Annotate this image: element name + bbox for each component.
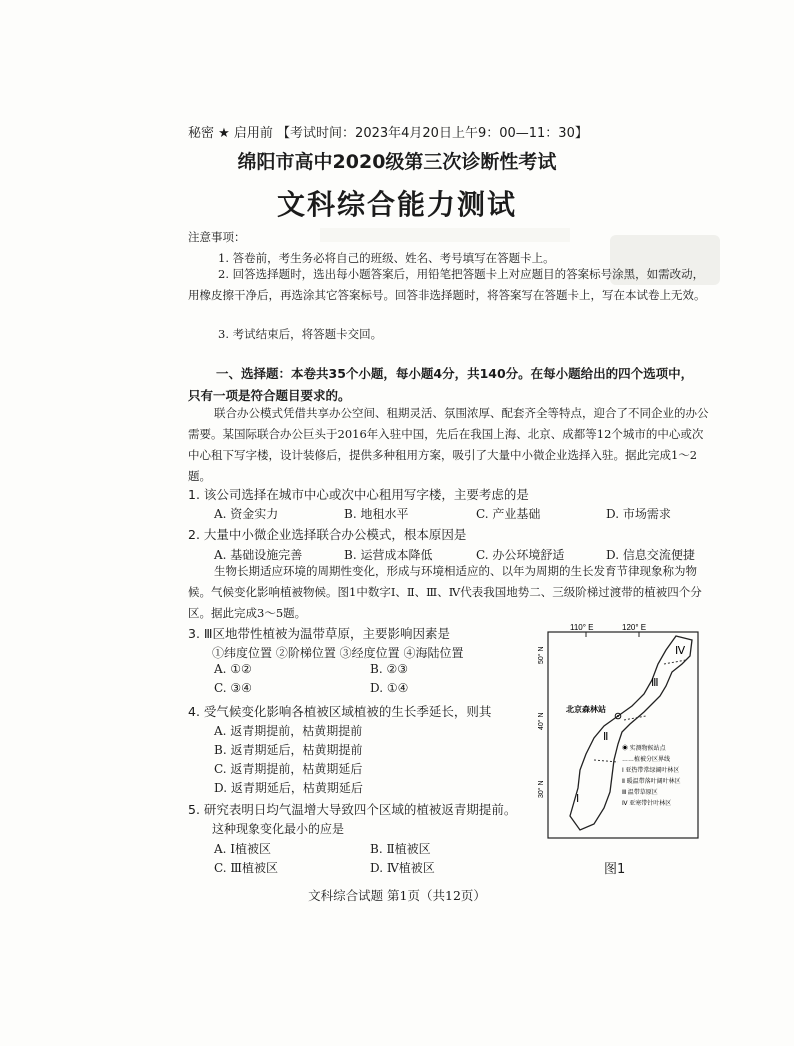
notice-item: 1. 答卷前，考生务必将自己的班级、姓名、考号填写在答题卡上。: [218, 251, 555, 265]
question-stem: 4. 受气候变化影响各植被区域植被的生长季延长，则其: [188, 704, 492, 719]
answer-option: B. Ⅱ植被区: [370, 842, 431, 856]
answer-option: B. 运营成本降低: [344, 548, 433, 562]
answer-option: D. 返青期延后，枯黄期延后: [214, 781, 363, 795]
legend-item: Ⅰ 亚热带常绿阔叶林区: [622, 768, 680, 774]
lon-label: 120° E: [622, 623, 647, 632]
vegetation-zone-map: [534, 620, 704, 850]
legend-item: Ⅳ 亚寒带针叶林区: [622, 801, 672, 807]
question-stem: 2. 大量中小微企业选择联合办公模式，根本原因是: [188, 527, 467, 542]
question-stem: 1. 该公司选择在城市中心或次中心租用写字楼，主要考虑的是: [188, 487, 529, 502]
factor-list: ①纬度位置 ②阶梯位置 ③经度位置 ④海陆位置: [212, 646, 464, 660]
legend-item: ……植被分区界线: [622, 757, 671, 763]
answer-option: B. 地租水平: [344, 507, 409, 521]
answer-option: D. Ⅳ植被区: [370, 861, 435, 875]
question-stem: 5. 研究表明日均气温增大导致四个区域的植被返青期提前。: [188, 802, 517, 817]
answer-option: A. 基础设施完善: [214, 548, 303, 562]
map-frame: [548, 632, 698, 838]
section-intro: 一、选择题：本卷共35个小题，每小题4分，共140分。在每小题给出的四个选项中，: [216, 366, 694, 381]
region-label: Ⅱ: [603, 731, 609, 743]
legend-item: ◉ 实测物候站点: [622, 746, 666, 752]
answer-option: C. 办公环境舒适: [476, 548, 565, 562]
answer-option: D. ①④: [370, 681, 409, 695]
reading-passage: 联合办公模式凭借共享办公空间、租期灵活、氛围浓厚、配套齐全等特点，迎合了不同企业的办公需要。某国际联合办公巨头于2016年入驻中国，先后在我国上海、北京、成都等12个城市的中心或次中心租下写字楼，设计装修后，提供多种租用方案，吸引了大量中小微企业选择入驻。据此完成1～2题。: [188, 406, 709, 483]
notice-item: 2. 回答选择题时，选出每小题答案后，用铅笔把答题卡上对应题目的答案标号涂黑，如需改动，用橡皮擦干净后，再选涂其它答案标号。回答非选择题时，将答案写在答题卡上，写在本试卷上无效。: [188, 267, 706, 302]
school-title: 绵阳市高中2020级第三次诊断性考试: [237, 151, 557, 173]
answer-option: C. 返青期提前，枯黄期延后: [214, 762, 363, 776]
section-intro: 只有一项是符合题目要求的。: [188, 388, 351, 403]
lat-label: 50° N: [538, 646, 545, 664]
reading-passage: 生物长期适应环境的周期性变化，形成与环境相适应的、以年为周期的生长发育节律现象称为物候。气候变化影响植被物候。图1中数字Ⅰ、Ⅱ、Ⅲ、Ⅳ代表我国地势二、三级阶梯过渡带的植被四个分区。据此完成3～5题。: [188, 564, 702, 620]
answer-option: A. 返青期提前，枯黄期提前: [214, 724, 363, 738]
answer-option: C. 产业基础: [476, 507, 541, 521]
answer-option: B. ②③: [370, 662, 408, 676]
answer-option: A. 资金实力: [214, 507, 279, 521]
notice-item: 3. 考试结束后，将答题卡交回。: [218, 327, 383, 341]
legend-item: Ⅲ 温带草原区: [622, 790, 658, 796]
answer-option: A. Ⅰ植被区: [214, 842, 272, 856]
question-stem-continued: 这种现象变化最小的应是: [212, 822, 345, 836]
question-stem: 3. Ⅲ区地带性植被为温带草原，主要影响因素是: [188, 626, 451, 641]
answer-option: C. ③④: [214, 681, 252, 695]
scan-smudge: [320, 228, 570, 242]
answer-option: C. Ⅲ植被区: [214, 861, 278, 875]
lat-label: 40° N: [538, 712, 545, 730]
answer-option: D. 信息交流便捷: [606, 548, 695, 562]
answer-option: D. 市场需求: [606, 507, 671, 521]
lon-label: 110° E: [570, 623, 594, 632]
legend-item: Ⅱ 暖温带落叶阔叶林区: [622, 779, 681, 785]
lat-label: 30° N: [538, 780, 545, 798]
region-label: Ⅲ: [651, 677, 659, 689]
figure-caption: 图1: [604, 862, 626, 877]
answer-option: A. ①②: [214, 662, 252, 676]
secret-exam-time-line: 秘密 ★ 启用前 【考试时间：2023年4月20日上午9：00—11：30】: [188, 126, 588, 141]
answer-option: B. 返青期延后，枯黄期提前: [214, 743, 363, 757]
region-label: Ⅰ: [576, 793, 580, 805]
region-label: Ⅳ: [675, 645, 686, 657]
station-marker: [617, 715, 619, 717]
page-footer: 文科综合试题 第1页（共12页）: [308, 888, 486, 903]
station-label: 北京森林站: [566, 705, 606, 714]
exam-title: 文科综合能力测试: [276, 188, 517, 221]
notice-heading: 注意事项：: [188, 230, 246, 244]
